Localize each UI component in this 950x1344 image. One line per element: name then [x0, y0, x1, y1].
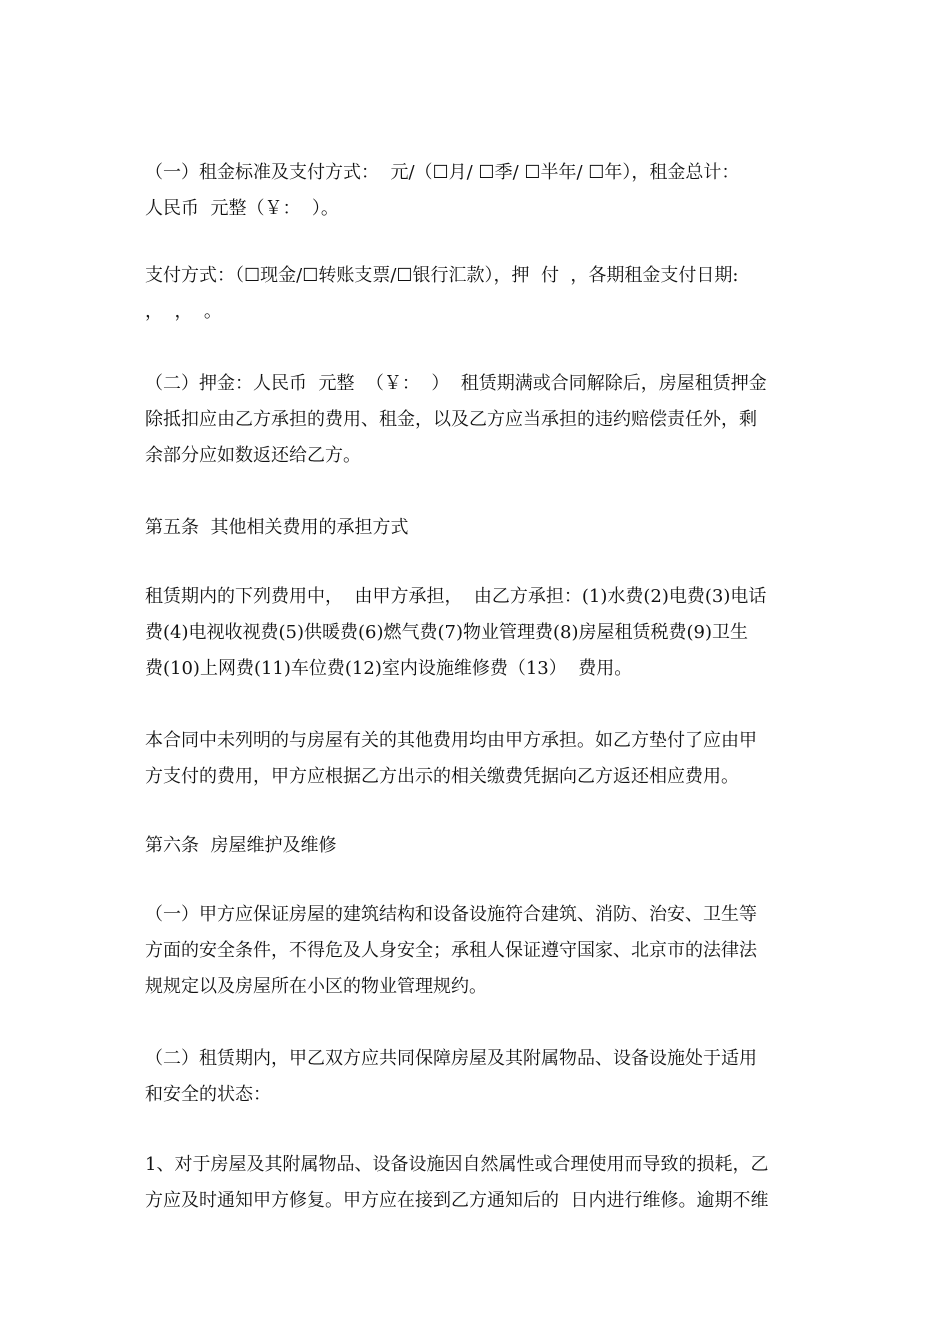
text-line: 支付方式：（☐现金/☐转账支票/☐银行汇款），押 付 ，各期租金支付日期:	[145, 265, 739, 286]
article-6-heading	[145, 828, 813, 864]
paragraph-other-fees	[145, 723, 813, 795]
text-line: 方面的安全条件，不得危及人身安全；承租人保证遵守国家、北京市的法律法	[145, 940, 757, 961]
text-line: ， ， 。	[145, 301, 222, 322]
text-line: 本合同中未列明的与房屋有关的其他费用均由甲方承担。如乙方垫付了应由甲	[145, 730, 757, 751]
text-line: 租赁期内的下列费用中， 由甲方承担， 由乙方承担：(1)水费(2)电费(3)电话	[145, 586, 767, 607]
text-line: （二）租赁期内，甲乙双方应共同保障房屋及其附属物品、设备设施处于适用	[145, 1048, 757, 1069]
heading-text: 第六条 房屋维护及维修	[145, 835, 337, 856]
text-line: （一）甲方应保证房屋的建筑结构和设备设施符合建筑、消防、治安、卫生等	[145, 904, 757, 925]
paragraph-rent-standard	[145, 155, 813, 227]
paragraph-fees-list	[145, 579, 813, 687]
text-line: 和安全的状态：	[145, 1084, 271, 1105]
text-line: 余部分应如数返还给乙方。	[145, 445, 361, 466]
heading-text: 第五条 其他相关费用的承担方式	[145, 517, 409, 538]
text-line: （二）押金：人民币 元整 （￥： ） 租赁期满或合同解除后，房屋租赁押金	[145, 373, 767, 394]
text-line: 1、对于房屋及其附属物品、设备设施因自然属性或合理使用而导致的损耗，乙	[145, 1154, 769, 1175]
text-line: 方支付的费用，甲方应根据乙方出示的相关缴费凭据向乙方返还相应费用。	[145, 766, 739, 787]
paragraph-deposit	[145, 366, 813, 474]
text-line: 规规定以及房屋所在小区的物业管理规约。	[145, 976, 487, 997]
text-line: 除抵扣应由乙方承担的费用、租金，以及乙方应当承担的违约赔偿责任外，剩	[145, 409, 757, 430]
paragraph-payment-method	[145, 258, 813, 330]
text-line: 费(4)电视收视费(5)供暖费(6)燃气费(7)物业管理费(8)房屋租赁税费(9)卫生	[145, 622, 748, 643]
paragraph-joint-maintenance	[145, 1041, 813, 1113]
text-line: （一）租金标准及支付方式： 元/（☐月/ ☐季/ ☐半年/ ☐年），租金总计：	[145, 162, 740, 183]
paragraph-safety	[145, 897, 813, 1005]
text-line: 方应及时通知甲方修复。甲方应在接到乙方通知后的 日内进行维修。逾期不维	[145, 1190, 769, 1211]
text-line: 人民币 元整（￥： ）。	[145, 198, 339, 219]
paragraph-repair-1	[145, 1147, 813, 1219]
article-5-heading	[145, 510, 813, 546]
text-line: 费(10)上网费(11)车位费(12)室内设施维修费（13） 费用。	[145, 658, 633, 679]
